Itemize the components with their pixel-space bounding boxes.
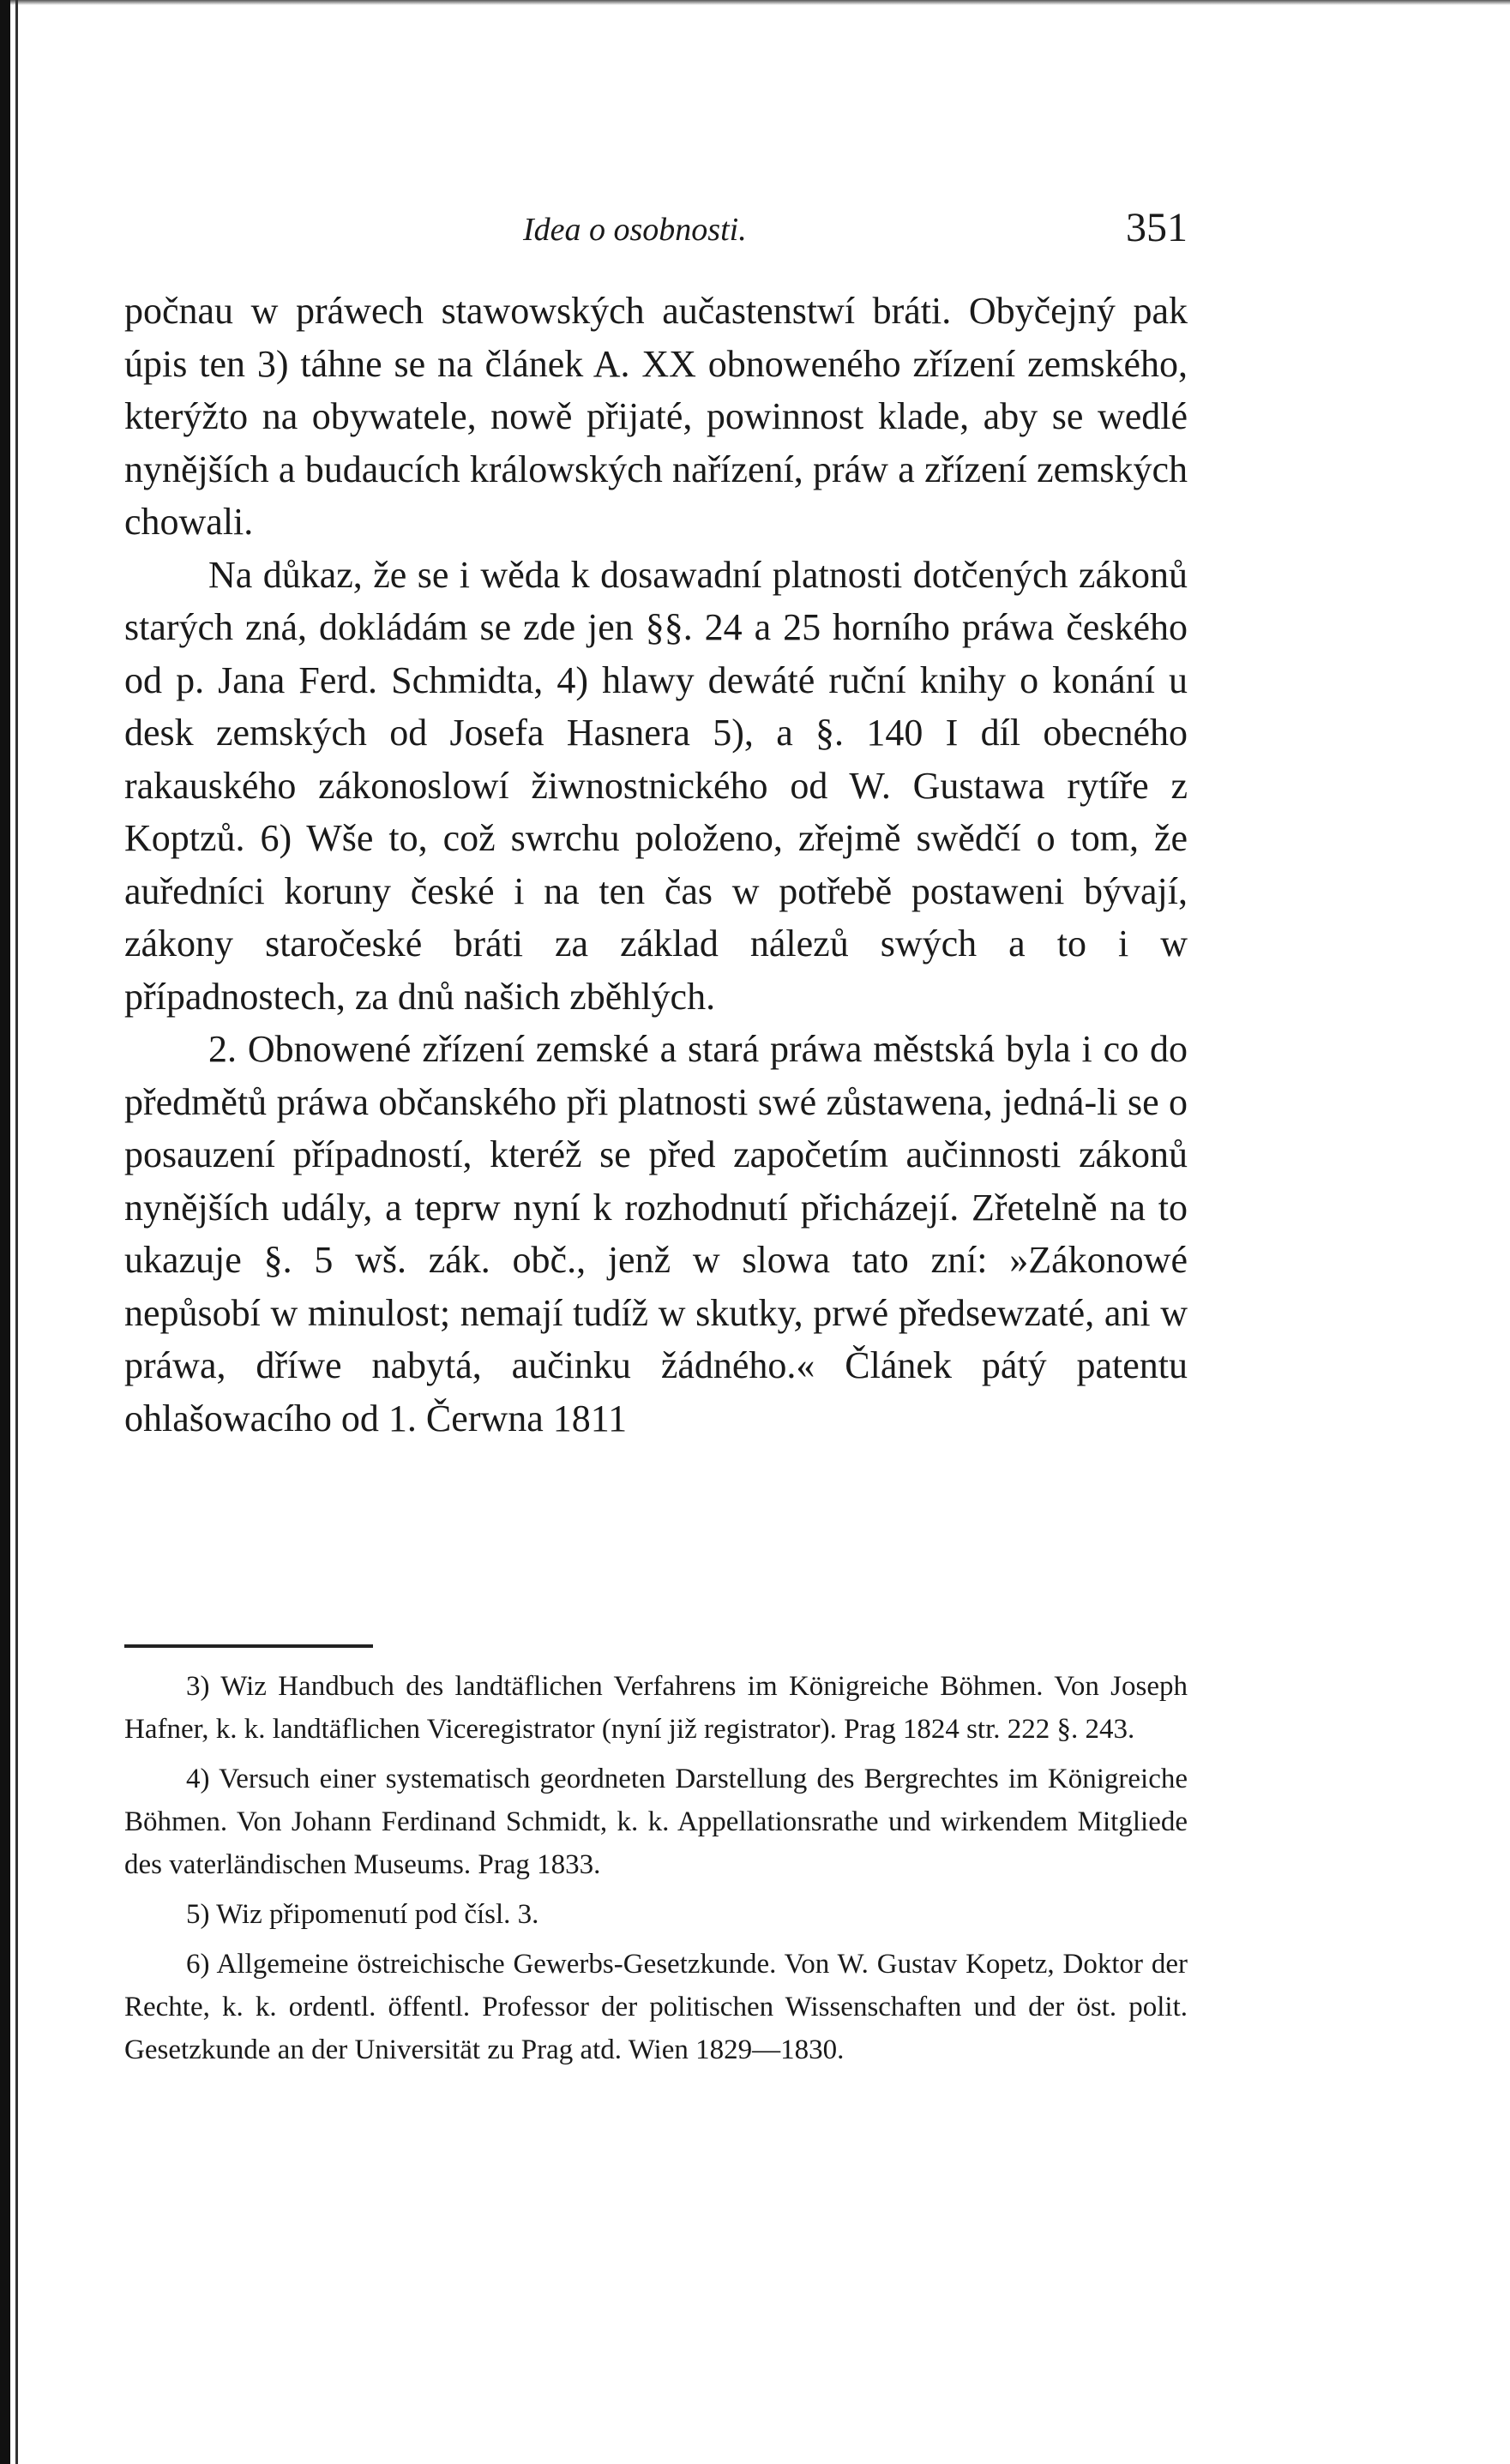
paragraph: 2. Obnowené zřízení zemské a stará práwa městská byla i co do předmětů práwa občanského při platnosti swé zůstawena, jedná-li se o posauzení případností, kteréž se před započetím aučinnosti zákonů nynějších udály, a teprw nyní k rozhodnutí přicházejí. Zřetelně na to ukazuje §. 5 wš. zák. obč., jenž w slowa tato zní: »Zákonowé nepůsobí w minulost; nemají tudíž w skutky, prwé předsewzaté, ani w práwa, dříwe nabytá, aučinku žádného.« Článek pátý patentu ohlašowacího od 1. Čerwna 1811 — [124, 1028, 1188, 1439]
page-binding-line — [15, 0, 18, 2464]
page-number: 351 — [1126, 205, 1188, 250]
footnote-6: 6) Allgemeine östreichische Gewerbs-Gesetzkunde. Von W. Gustav Kopetz, Doktor der Rechte, k. k. ordentl. öffentl. Professor der politischen Wissenschaften und der öst. polit. Gesetzkunde an der Universität zu Prag atd. Wien 1829—1830. — [124, 1949, 1188, 2065]
page-binding-edge — [0, 0, 10, 2464]
footnote-3: 3) Wiz Handbuch des landtäflichen Verfahrens im Königreiche Böhmen. Von Joseph Hafner, k. k. landtäflichen Viceregistrator (nyní již registrator). Prag 1824 str. 222 §. 243. — [124, 1671, 1188, 1745]
paragraph: počnau w práwech stawowských aučastenstwí bráti. Obyčejný pak úpis ten 3) táhne se na článek A. XX obnoweného zřízení zemského, kterýžto na obywatele, nowě přijaté, powinnost klade, aby se wedlé nynějších a budaucích králowských nařízení, práw a zřízení zemských chowali. — [124, 290, 1188, 543]
footnote-5: 5) Wiz připomenutí pod čísl. 3. — [186, 1899, 539, 1930]
page-header — [124, 204, 1188, 264]
footnotes — [124, 1665, 1188, 2078]
page-top-edge — [0, 0, 1510, 5]
running-title: Idea o osobnosti. — [523, 212, 747, 248]
paragraph: Na důkaz, že se i wěda k dosawadní platnosti dotčených zákonů starých zná, dokládám se zde jen §§. 24 a 25 horního práwa českého od p. Jana Ferd. Schmidta, 4) hlawy dewáté ruční knihy o konání u desk zemských od Josefa Hasnera 5), a §. 140 I díl obecného rakauského zákonoslowí žiwnostnického od W. Gustawa rytíře z Koptzů. 6) Wše to, což swrchu položeno, zřejmě swědčí o tom, že auředníci koruny české i na ten čas w potřebě postaweni bývají, zákony staročeské bráti za základ nálezů swých a to i w případnostech, za dnů našich zběhlých. — [124, 553, 1188, 1018]
footnote-separator — [124, 1644, 373, 1648]
footnote-4: 4) Versuch einer systematisch geordneten Darstellung des Bergrechtes im Königreiche Böhmen. Von Johann Ferdinand Schmidt, k. k. Appellationsrathe und wirkendem Mitgliede des vaterländischen Museums. Prag 1833. — [124, 1764, 1188, 1880]
main-text — [124, 285, 1188, 1445]
